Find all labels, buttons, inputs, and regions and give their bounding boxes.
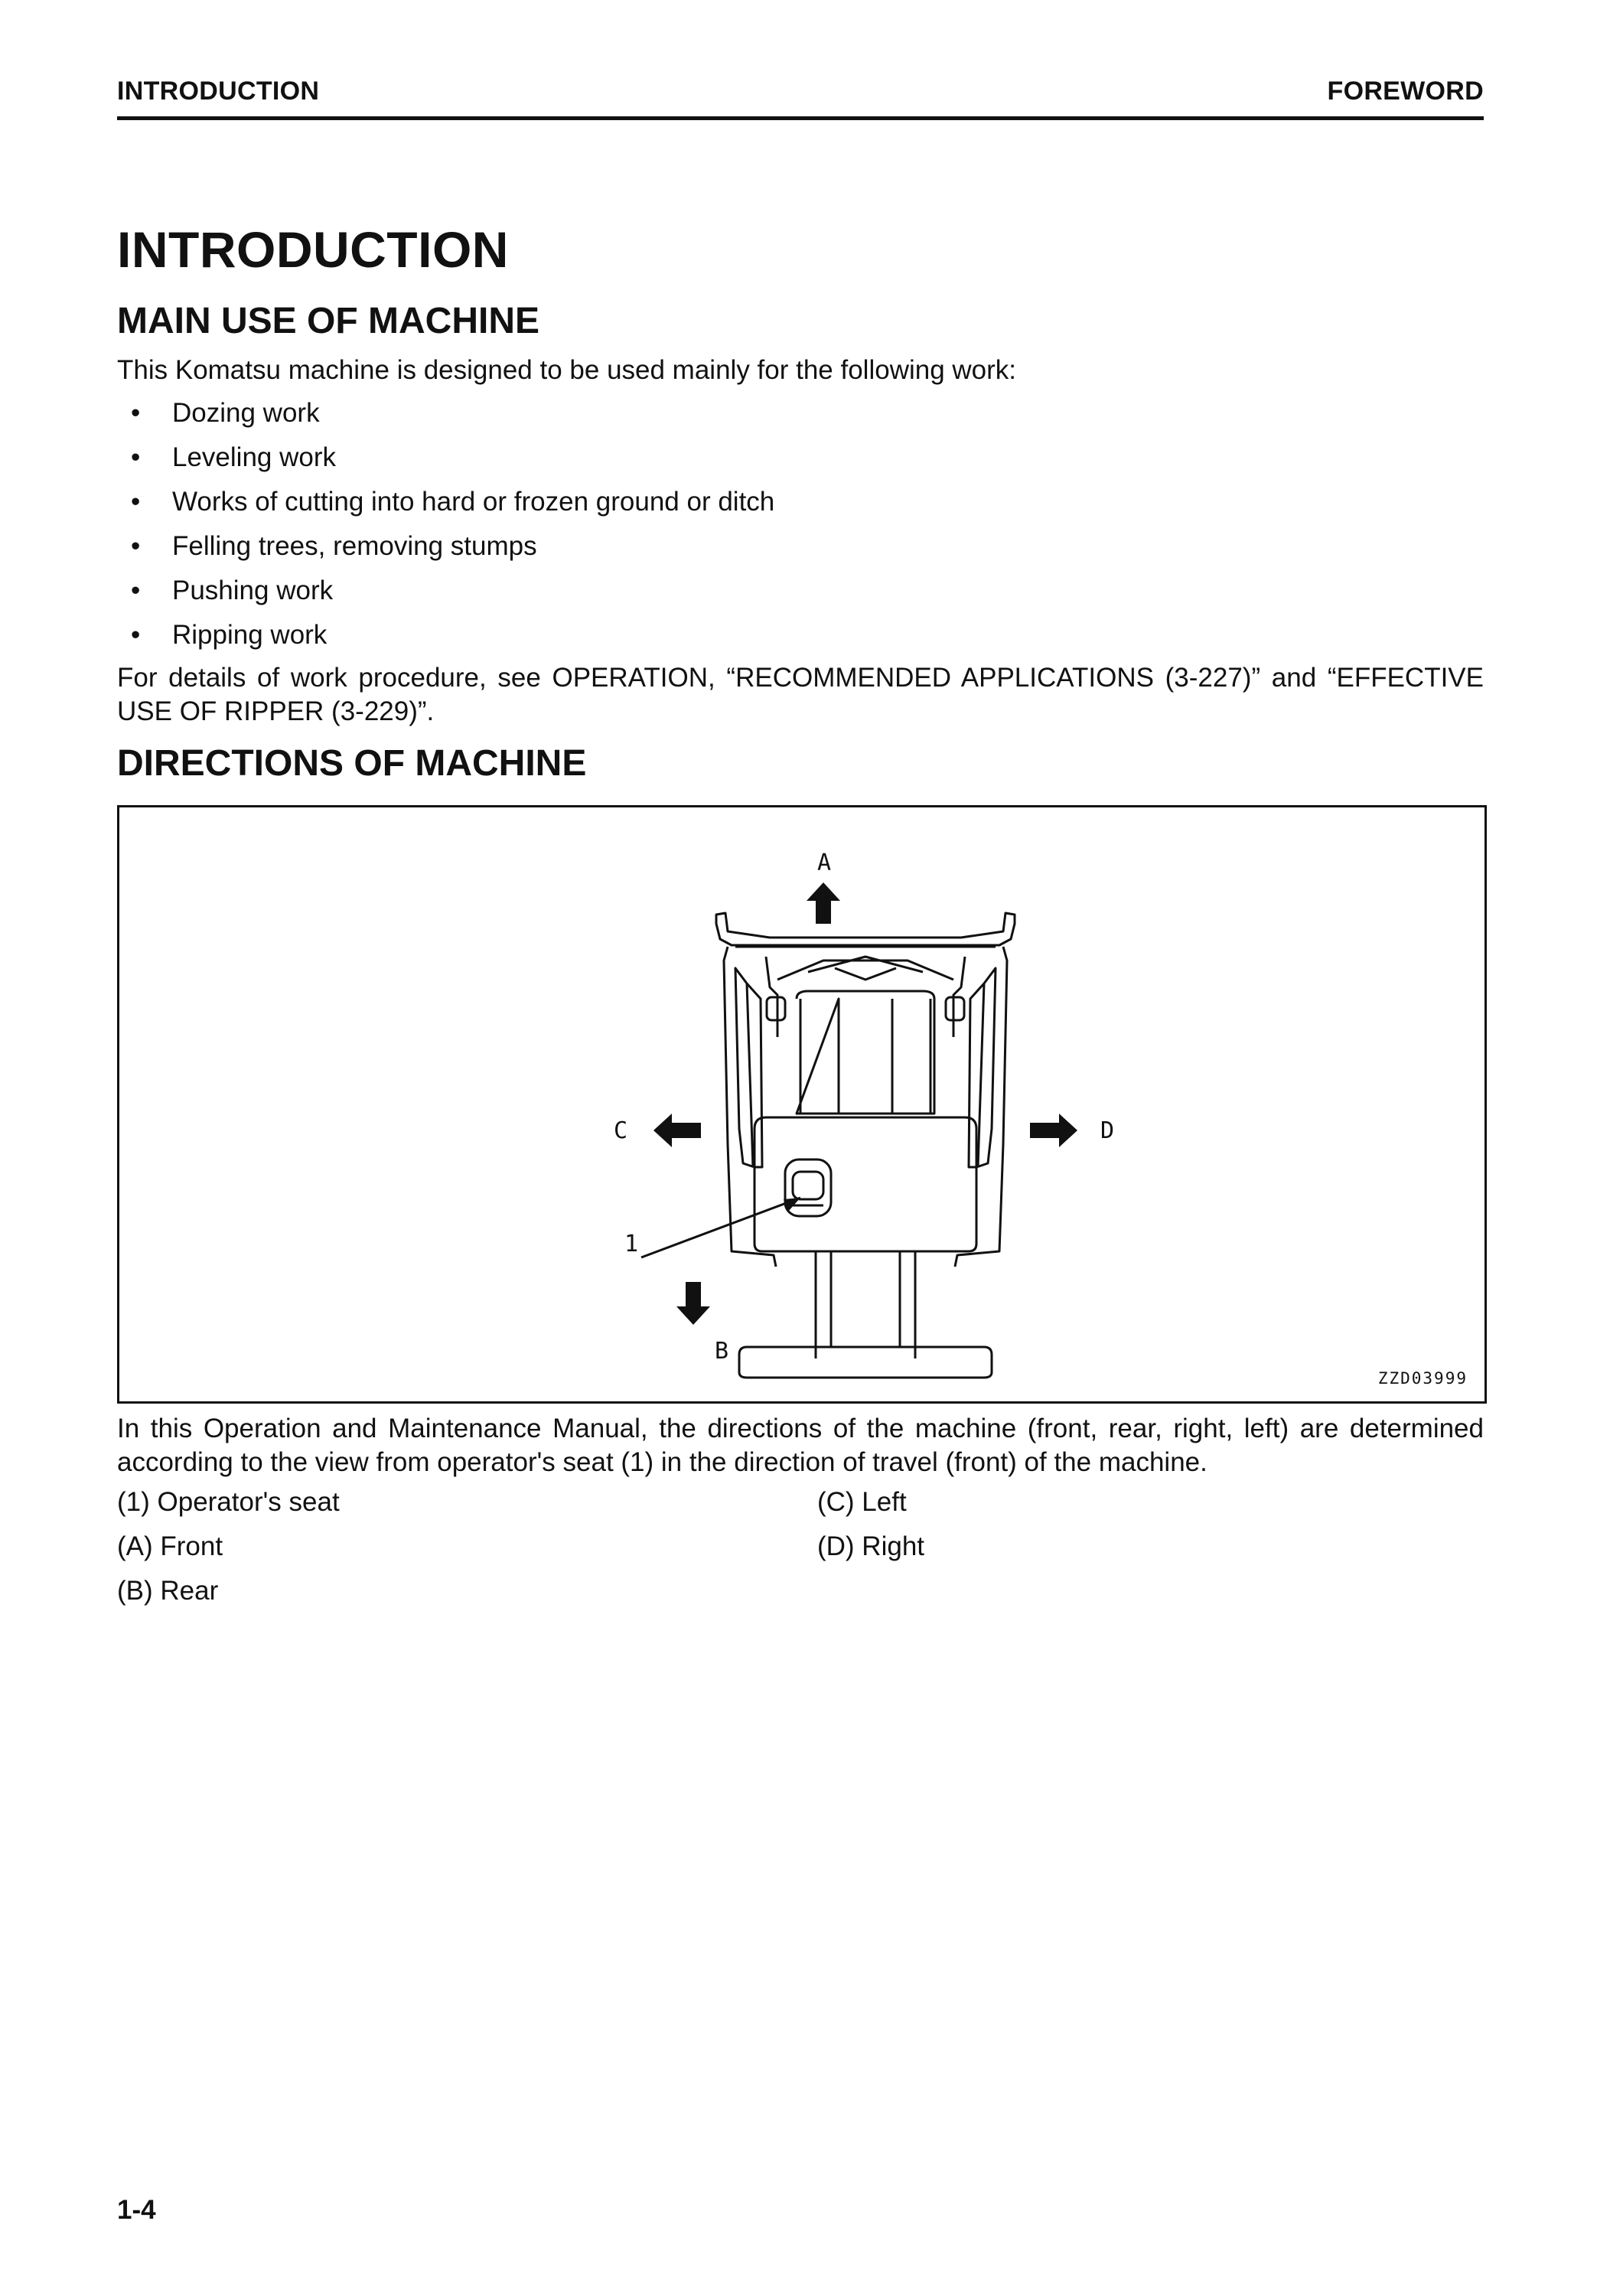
right-cylinder-end bbox=[946, 997, 964, 1020]
legend-rear: (B) Rear bbox=[117, 1576, 219, 1606]
left-track-inner bbox=[747, 983, 753, 1167]
bullet-icon: • bbox=[131, 531, 141, 561]
running-header bbox=[117, 77, 1484, 119]
header-chapter: INTRODUCTION bbox=[117, 77, 320, 106]
cab-outline bbox=[754, 1117, 976, 1251]
label-seat: 1 bbox=[624, 1231, 639, 1257]
bullet-icon: • bbox=[131, 487, 141, 517]
label-rear: B bbox=[715, 1338, 729, 1365]
page-title: INTRODUCTION bbox=[117, 221, 509, 278]
left-cylinder-end bbox=[767, 997, 785, 1020]
legend-operator-seat: (1) Operator's seat bbox=[117, 1487, 340, 1517]
seat-leader-line bbox=[641, 1198, 800, 1257]
legend-left: (C) Left bbox=[817, 1487, 907, 1517]
directions-figure bbox=[117, 805, 1487, 1404]
bullet-icon: • bbox=[131, 576, 141, 605]
arrow-front-icon bbox=[807, 882, 840, 924]
section-heading-main-use: MAIN USE OF MACHINE bbox=[117, 301, 539, 341]
machine-top-view-diagram bbox=[119, 807, 1484, 1401]
bullet-icon: • bbox=[131, 442, 141, 472]
bullet-icon: • bbox=[131, 398, 141, 428]
label-left: C bbox=[614, 1117, 628, 1144]
list-item-text: Felling trees, removing stumps bbox=[172, 531, 537, 561]
figure-code: ZZD03999 bbox=[1377, 1369, 1468, 1388]
ripper-beam bbox=[739, 1347, 992, 1378]
operator-seat-inner bbox=[793, 1172, 823, 1199]
engine-hood-body bbox=[800, 999, 930, 1114]
blade-outline bbox=[716, 913, 1015, 945]
label-right: D bbox=[1100, 1117, 1115, 1144]
list-item-text: Ripping work bbox=[172, 620, 328, 650]
arrow-right-icon bbox=[1030, 1114, 1077, 1147]
legend-front: (A) Front bbox=[117, 1531, 223, 1561]
work-procedure-reference: For details of work procedure, see OPERATION, “RECOMMENDED APPLICATIONS (3-227)” and “EFFECTIVE USE OF RIPPER (3-229)”. bbox=[117, 663, 1484, 726]
list-item-text: Dozing work bbox=[172, 398, 320, 428]
legend-right: (D) Right bbox=[817, 1531, 925, 1561]
list-item-text: Pushing work bbox=[172, 576, 334, 605]
page-number: 1-4 bbox=[117, 2195, 156, 2225]
ripper-frame bbox=[816, 1251, 915, 1358]
engine-hood bbox=[797, 991, 934, 1114]
right-track-inner bbox=[978, 983, 984, 1167]
list-item-text: Leveling work bbox=[172, 442, 336, 472]
arrow-rear-icon bbox=[676, 1282, 710, 1325]
header-rule bbox=[117, 116, 1484, 120]
arrow-left-icon bbox=[653, 1114, 701, 1147]
list-item-text: Works of cutting into hard or frozen ground or ditch bbox=[172, 487, 775, 517]
directions-paragraph: In this Operation and Maintenance Manual, the directions of the machine (front, rear, right, left) are determined according to the view from operator's seat (1) in the direction of travel (front) of the machine. bbox=[117, 1414, 1484, 1477]
header-section: FOREWORD bbox=[1327, 77, 1484, 106]
main-use-intro: This Komatsu machine is designed to be used mainly for the following work: bbox=[117, 355, 1017, 385]
section-heading-directions: DIRECTIONS OF MACHINE bbox=[117, 743, 587, 784]
label-front: A bbox=[817, 850, 832, 876]
bullet-icon: • bbox=[131, 620, 141, 650]
radiator-guard bbox=[777, 960, 953, 980]
